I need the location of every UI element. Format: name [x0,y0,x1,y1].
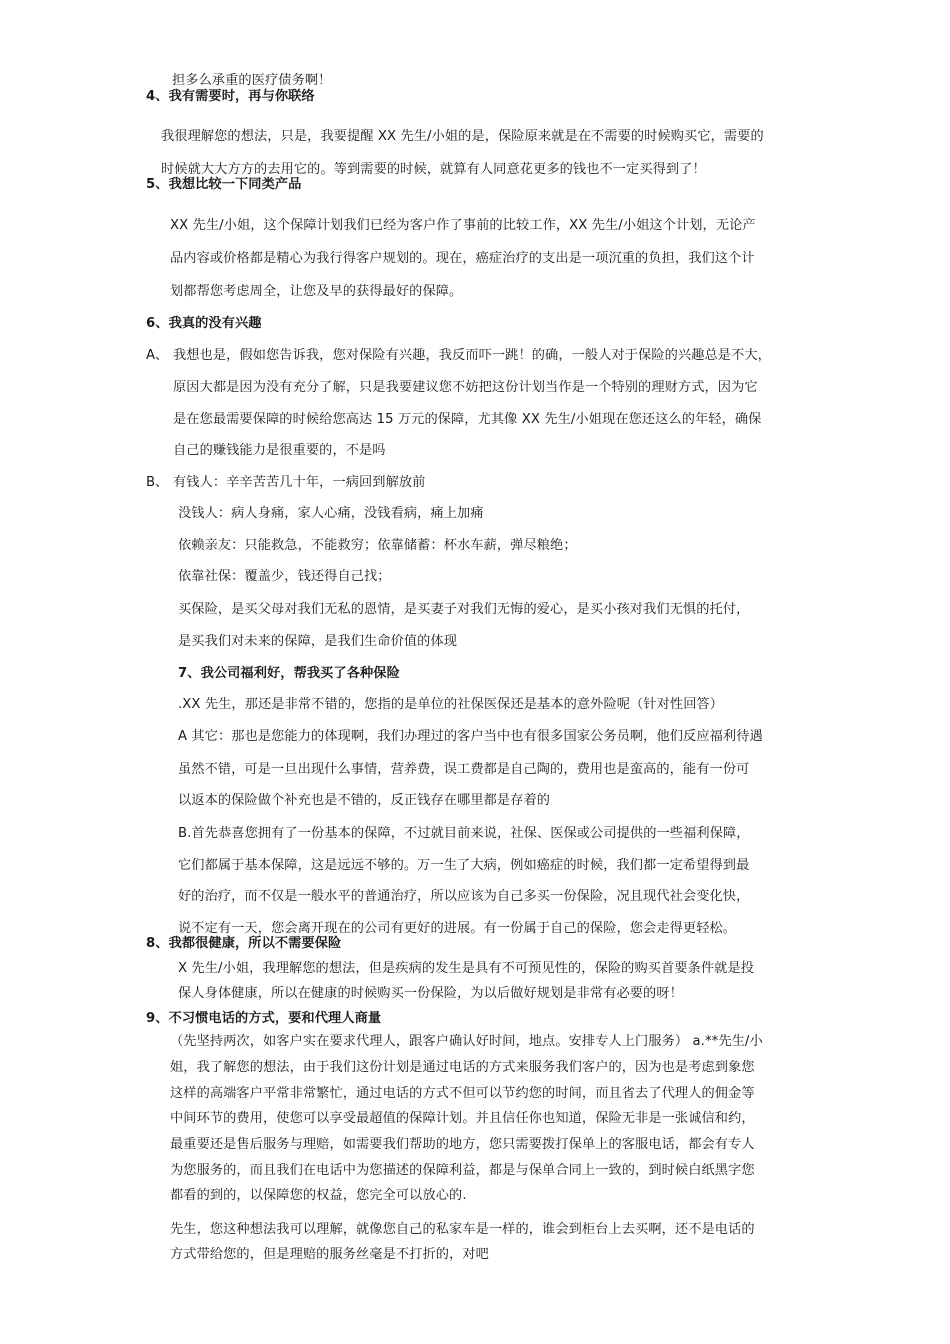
text-line: 都看的到的，以保障您的权益，您完全可以放心的. [170,1188,467,1203]
text-line: A 其它：那也是您能力的体现啊，我们办理过的客户当中也有很多国家公务员啊，他们反应福利待遇 [178,729,763,744]
section-heading-5: 5、我想比较一下同类产品 [146,177,302,192]
text-line: 品内容或价格都是精心为我行得客户规划的。现在，癌症治疗的支出是一项沉重的负担，我们这个计 [170,251,755,266]
text-line: 依靠社保：覆盖少，钱还得自己找； [178,569,391,584]
text-line: 中间环节的费用，使您可以享受最超值的保障计划。并且信任你也知道，保险无非是一张诚信和约， [170,1111,755,1126]
section-heading-6: 6、我真的没有兴趣 [146,316,262,331]
text-line: （先坚持两次，如客户实在要求代理人，跟客户确认好时间，地点。安排专人上门服务） a.**先生/小 [170,1034,763,1049]
list-marker-b: B、 [146,475,169,490]
text-line: 依赖亲友：只能救急，不能救穷；依靠储蓄：杯水车薪，弹尽粮绝； [178,538,577,553]
text-line: 原因大都是因为没有充分了解，只是我要建议您不妨把这份计划当作是一个特别的理财方式，因为它 [173,380,758,395]
text-line: 时候就大大方方的去用它的。等到需要的时候，就算有人同意花更多的钱也不一定买得到了！ [161,162,706,177]
text-line: 以返本的保险做个补充也是不错的，反正钱存在哪里都是存着的 [178,793,551,808]
text-line: X 先生/小姐，我理解您的想法，但是疾病的发生是具有不可预见性的，保险的购买首要条件就是投 [178,961,755,976]
text-line: .XX 先生，那还是非常不错的，您指的是单位的社保医保还是基本的意外险呢（针对性回答） [178,697,724,712]
text-line: 姐，我了解您的想法，由于我们这份计划是通过电话的方式来服务我们客户的，因为也是考虑到象您 [170,1060,755,1075]
text-line: 好的治疗，而不仅是一般水平的普通治疗，所以应该为自己多买一份保险，况且现代社会变化快， [178,889,750,904]
text-line: 划都帮您考虑周全，让您及早的获得最好的保障。 [170,284,463,299]
text-line: 这样的高端客户平常非常繁忙，通过电话的方式不但可以节约您的时间，而且省去了代理人的佣金等 [170,1086,755,1101]
text-line: 是在您最需要保障的时候给您高达 15 万元的保障，尤其像 XX 先生/小姐现在您还这么的年轻，确保 [173,412,762,427]
text-line: 它们都属于基本保障，这是远远不够的。万一生了大病，例如癌症的时候，我们都一定希望得到最 [178,858,750,873]
section-heading-9: 9、不习惯电话的方式，要和代理人商量 [146,1011,382,1026]
section-heading-8: 8、我都很健康，所以不需要保险 [146,936,342,951]
text-line: 没钱人：病人身痛，家人心痛，没钱看病，痛上加痛 [178,506,484,521]
list-marker-a: A、 [146,348,169,363]
text-line: B.首先恭喜您拥有了一份基本的保障，不过就目前来说，社保、医保或公司提供的一些福利保障， [178,826,750,841]
text-line: 有钱人：辛辛苦苦几十年，一病回到解放前 [173,475,426,490]
text-line: 方式带给您的，但是理赔的服务丝毫是不打折的，对吧 [170,1247,489,1262]
text-line: 自己的赚钱能力是很重要的，不是吗 [173,443,386,458]
text-line: 说不定有一天，您会离开现在的公司有更好的进展。有一份属于自己的保险，您会走得更轻松。 [178,921,737,936]
text-line: 最重要还是售后服务与理赔，如需要我们帮助的地方，您只需要拨打保单上的客服电话，都会有专人 [170,1137,755,1152]
text-line: 担多么承重的医疗债务啊！ [172,73,332,88]
text-line: 我想也是，假如您告诉我，您对保险有兴趣，我反而吓一跳！的确，一般人对于保险的兴趣总是不大， [173,348,771,363]
text-line: XX 先生/小姐，这个保障计划我们已经为客户作了事前的比较工作，XX 先生/小姐这个计划，无论产 [170,218,756,233]
section-heading-4: 4、我有需要时，再与你联络 [146,89,315,104]
text-line: 我很理解您的想法，只是，我要提醒 XX 先生/小姐的是，保险原来就是在不需要的时候购买它，需要的 [161,129,764,144]
text-line: 先生，您这种想法我可以理解，就像您自己的私家车是一样的，谁会到柜台上去买啊，还不是电话的 [170,1222,755,1237]
text-line: 虽然不错，可是一旦出现什么事情，营养费，误工费都是自己陶的，费用也是蛮高的，能有一份可 [178,762,750,777]
section-heading-7: 7、我公司福利好，帮我买了各种保险 [178,666,400,681]
text-line: 为您服务的，而且我们在电话中为您描述的保障利益，都是与保单合同上一致的，到时候白纸黑字您 [170,1163,755,1178]
text-line: 保人身体健康，所以在健康的时候购买一份保险，为以后做好规划是非常有必要的呀！ [178,986,683,1001]
text-line: 是买我们对未来的保障，是我们生命价值的体现 [178,634,458,649]
text-line: 买保险，是买父母对我们无私的恩情，是买妻子对我们无悔的爱心，是买小孩对我们无惧的托付， [178,602,750,617]
